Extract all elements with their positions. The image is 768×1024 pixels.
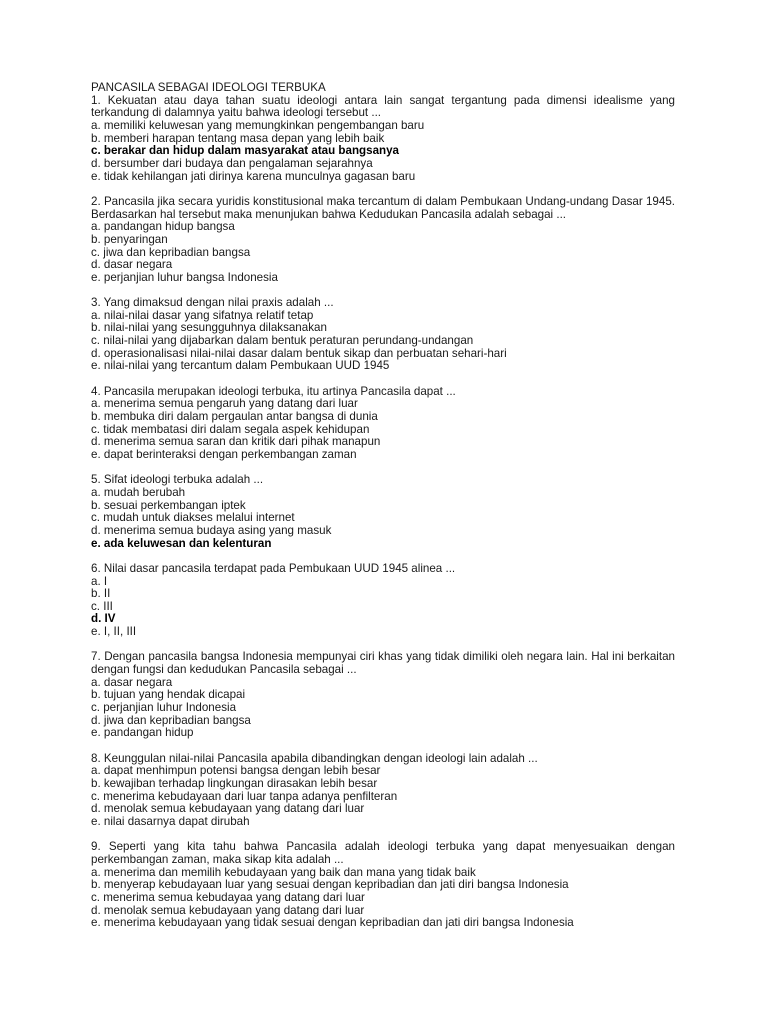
answer-option: b. penyaringan (91, 232, 168, 246)
question-stem: 3. Yang dimaksud dengan nilai praxis adalah ... (91, 296, 334, 310)
question-5 (91, 474, 675, 550)
answer-option: e. nilai dasarnya dapat dirubah (91, 814, 250, 828)
question-8 (91, 753, 675, 829)
question-7 (91, 651, 675, 740)
answer-option: d. bersumber dari budaya dan pengalaman sejarahnya (91, 156, 373, 170)
answer-option: b. tujuan yang hendak dicapai (91, 688, 246, 702)
answer-option: e. I, II, III (91, 625, 137, 639)
question-4 (91, 386, 675, 462)
answer-option: c. jiwa dan kepribadian bangsa (91, 245, 251, 259)
question-2 (91, 196, 675, 285)
answer-option: b. kewajiban terhadap lingkungan dirasakan lebih besar (91, 776, 378, 790)
answer-option: a. memiliki keluwesan yang memungkinkan pengembangan baru (91, 118, 425, 132)
answer-option: b. sesuai perkembangan iptek (91, 498, 246, 512)
answer-option: c. nilai-nilai yang dijabarkan dalam bentuk peraturan perundang-undangan (91, 334, 474, 348)
answer-option: e. pandangan hidup (91, 726, 194, 740)
answer-option: a. dasar negara (91, 675, 173, 689)
document-title: PANCASILA SEBAGAI IDEOLOGI TERBUKA (91, 81, 326, 94)
answer-option: a. nilai-nilai dasar yang sifatnya relatif tetap (91, 308, 314, 322)
question-stem: 5. Sifat ideologi terbuka adalah ... (91, 473, 264, 487)
answer-option: b. membuka diri dalam pergaulan antar bangsa di dunia (91, 410, 378, 424)
question-1 (91, 95, 675, 184)
answer-option: b. II (91, 587, 111, 601)
question-3 (91, 297, 675, 373)
answer-option: e. menerima kebudayaan yang tidak sesuai dengan kepribadian dan jati diri bangsa Indonesia (91, 916, 574, 930)
question-6 (91, 563, 675, 639)
answer-option: e. dapat berinteraksi dengan perkembangan zaman (91, 447, 357, 461)
answer-option: e. perjanjian luhur bangsa Indonesia (91, 270, 278, 284)
answer-option: e. nilai-nilai yang tercantum dalam Pembukaan UUD 1945 (91, 359, 390, 373)
answer-option-correct: e. ada keluwesan dan kelenturan (91, 536, 272, 550)
question-9 (91, 841, 675, 930)
answer-option: d. menerima semua saran dan kritik dari pihak manapun (91, 435, 381, 449)
answer-option-correct: c. berakar dan hidup dalam masyarakat atau bangsanya (91, 144, 400, 158)
answer-option: c. III (91, 599, 113, 613)
answer-option: a. dapat menhimpun potensi bangsa dengan lebih besar (91, 764, 381, 778)
answer-option: d. jiwa dan kepribadian bangsa (91, 713, 251, 727)
answer-option: c. menerima semua kebudayaa yang datang dari luar (91, 890, 365, 904)
answer-option: c. perjanjian luhur Indonesia (91, 701, 237, 715)
answer-option: d. dasar negara (91, 258, 173, 272)
answer-option: b. nilai-nilai yang sesungguhnya dilaksanakan (91, 321, 327, 335)
question-list (91, 95, 675, 930)
question-stem: 7. Dengan pancasila bangsa Indonesia mempunyai ciri khas yang tidak dimiliki oleh negara lain. Hal ini berkaitan dengan fungsi dan kedudukan Pancasila sebagai ... (91, 650, 675, 677)
answer-option: c. tidak membatasi diri dalam segala aspek kehidupan (91, 422, 370, 436)
answer-option-correct: d. IV (91, 612, 116, 626)
answer-option: c. menerima kebudayaan dari luar tanpa adanya penfilteran (91, 789, 398, 803)
answer-option: d. menolak semua kebudayaan yang datang dari luar (91, 903, 365, 917)
question-stem: 4. Pancasila merupakan ideologi terbuka, itu artinya Pancasila dapat ... (91, 384, 456, 398)
question-stem: 2. Pancasila jika secara yuridis konstitusional maka tercantum di dalam Pembukaan Undang-undang Dasar 1945. Berdasarkan hal tersebut maka menunjukan bahwa Kedudukan Pancasila adalah sebagai ... (91, 194, 675, 221)
answer-option: d. menolak semua kebudayaan yang datang dari luar (91, 802, 365, 816)
answer-option: e. tidak kehilangan jati dirinya karena munculnya gagasan baru (91, 169, 416, 183)
answer-option: a. I (91, 574, 108, 588)
answer-option: b. memberi harapan tentang masa depan yang lebih baik (91, 131, 385, 145)
answer-option: d. menerima semua budaya asing yang masuk (91, 523, 332, 537)
question-stem: 8. Keunggulan nilai-nilai Pancasila apabila dibandingkan dengan ideologi lain adalah ... (91, 751, 538, 765)
answer-option: d. operasionalisasi nilai-nilai dasar dalam bentuk sikap dan perbuatan sehari-hari (91, 346, 507, 360)
question-stem: 1. Kekuatan atau daya tahan suatu ideologi antara lain sangat tergantung pada dimensi idealisme yang terkandung di dalamnya yaitu bahwa ideologi tersebut ... (91, 93, 675, 120)
answer-option: c. mudah untuk diakses melalui internet (91, 511, 295, 525)
answer-option: a. pandangan hidup bangsa (91, 220, 235, 234)
answer-option: a. menerima dan memilih kebudayaan yang baik dan mana yang tidak baik (91, 865, 476, 879)
document-page (91, 82, 675, 930)
question-stem: 6. Nilai dasar pancasila terdapat pada Pembukaan UUD 1945 alinea ... (91, 561, 456, 575)
question-stem: 9. Seperti yang kita tahu bahwa Pancasila adalah ideologi terbuka yang dapat menyesuaikan dengan perkembangan zaman, maka sikap kita adalah ... (91, 840, 675, 866)
answer-option: a. menerima semua pengaruh yang datang dari luar (91, 397, 358, 411)
answer-option: b. menyerap kebudayaan luar yang sesuai dengan kepribadian dan jati diri bangsa Indonesia (91, 878, 569, 892)
answer-option: a. mudah berubah (91, 485, 186, 499)
